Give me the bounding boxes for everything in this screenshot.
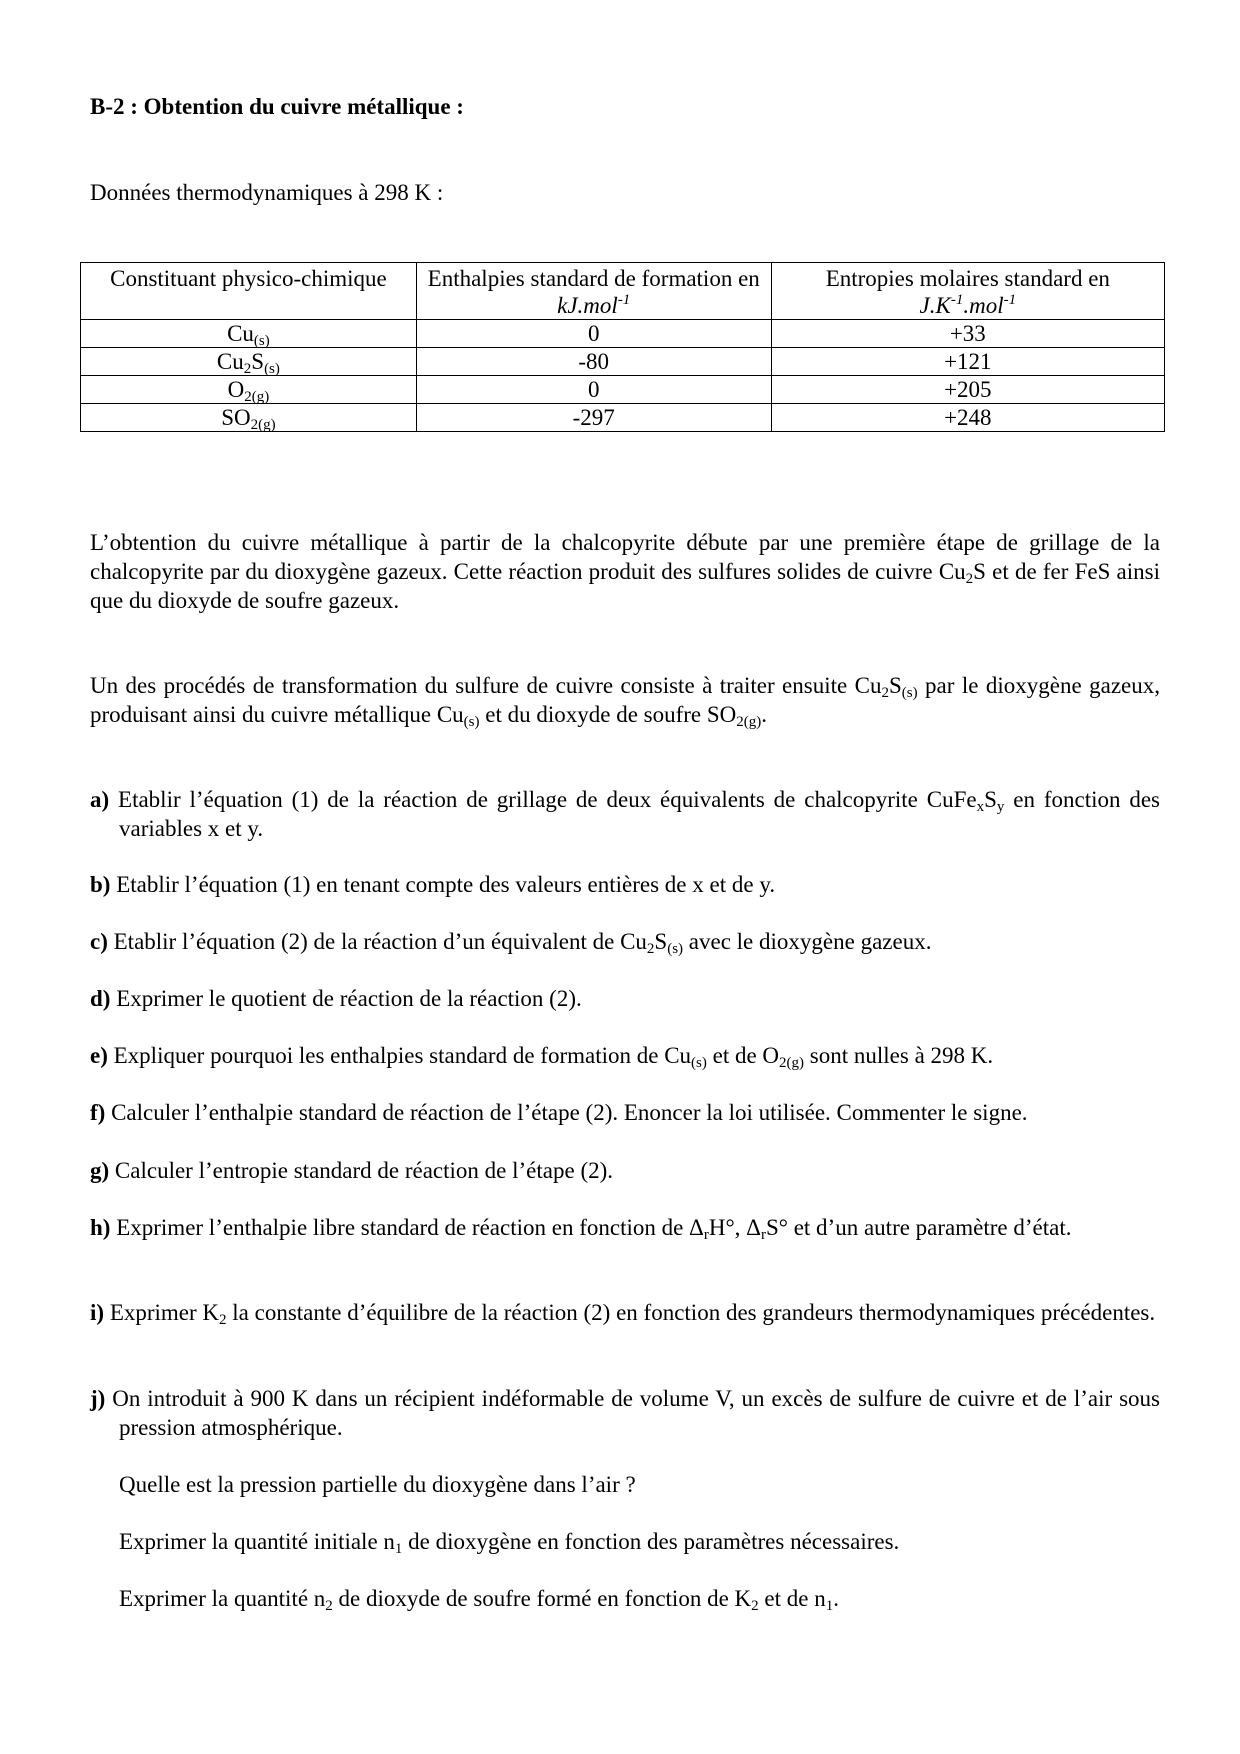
header-entropy: Entropies molaires standard en $J.K^{-1}.mol^{-1}$ bbox=[771, 263, 1164, 320]
cell-entropy: +248 bbox=[771, 404, 1164, 432]
question-g: g) Calculer l’entropie standard de réaction de l’étape (2). bbox=[90, 1158, 614, 1183]
data-intro: Données thermodynamiques à 298 K : bbox=[90, 180, 444, 205]
cell-formula: $Cu_2S_{(s)}$ bbox=[81, 348, 417, 376]
table-row bbox=[81, 404, 1165, 432]
table-row bbox=[81, 348, 1165, 376]
header-enthalpy: Enthalpies standard de formation en kJ.mol$^{-1}$ bbox=[416, 263, 771, 320]
table-header-row bbox=[81, 263, 1165, 320]
question-h: h) Exprimer l’enthalpie libre standard de réaction en fonction de $\Delta_rH^\circ$, $\Delta_rS^\circ$ et d’un autre paramètre d’état. bbox=[90, 1215, 1072, 1243]
cell-formula: $O_{2(g)}$ bbox=[81, 376, 417, 404]
question-a: a) Etablir l’équation (1) de la réaction de grillage de deux équivalents de chalcopyrite $CuFe_xS_y$ en fonction des variables x et y. bbox=[90, 787, 1161, 841]
table-row bbox=[81, 376, 1165, 404]
question-d: d) Exprimer le quotient de réaction de la réaction (2). bbox=[90, 986, 582, 1011]
question-j-part3: Exprimer la quantité $n_2$ de dioxyde de soufre formé en fonction de $K_2$ et de $n_1$. bbox=[119, 1586, 839, 1614]
cell-entropy: +121 bbox=[771, 348, 1164, 376]
paragraph-transformation: Un des procédés de transformation du sulfure de cuivre consiste à traiter ensuite $Cu_2S_{(s)}$ par le dioxygène gazeux, produisant ainsi du cuivre métallique $Cu_{(s)}$ et du dioxyde de soufre $SO_{2(g)}$. bbox=[90, 673, 1160, 730]
table-row bbox=[81, 320, 1165, 348]
question-f: f) Calculer l’enthalpie standard de réaction de l’étape (2). Enoncer la loi utilisée. Commenter le signe. bbox=[90, 1100, 1028, 1125]
header-constituent: Constituant physico-chimique bbox=[81, 263, 417, 320]
question-j-part2: Exprimer la quantité initiale $n_1$ de dioxygène en fonction des paramètres nécessaires. bbox=[119, 1529, 900, 1557]
cell-enthalpy: 0 bbox=[416, 320, 771, 348]
cell-formula: $SO_{2(g)}$ bbox=[81, 404, 417, 432]
cell-enthalpy: 0 bbox=[416, 376, 771, 404]
question-b: b) Etablir l’équation (1) en tenant compte des valeurs entières de x et de y. bbox=[90, 872, 776, 897]
cell-enthalpy: -80 bbox=[416, 348, 771, 376]
cell-entropy: +33 bbox=[771, 320, 1164, 348]
question-j-part1: Quelle est la pression partielle du dioxygène dans l’air ? bbox=[119, 1472, 636, 1497]
thermo-data-table bbox=[80, 262, 1165, 432]
question-e: e) Expliquer pourquoi les enthalpies standard de formation de $Cu_{(s)}$ et de $O_{2(g)}$ sont nulles à 298 K. bbox=[90, 1043, 994, 1071]
cell-enthalpy: -297 bbox=[416, 404, 771, 432]
cell-entropy: +205 bbox=[771, 376, 1164, 404]
section-heading: B-2 : Obtention du cuivre métallique : bbox=[90, 94, 464, 119]
question-c: c) Etablir l’équation (2) de la réaction d’un équivalent de $Cu_2S_{(s)}$ avec le dioxygène gazeux. bbox=[90, 929, 932, 957]
cell-formula: $Cu_{(s)}$ bbox=[81, 320, 417, 348]
question-j: j) On introduit à 900 K dans un récipient indéformable de volume V, un excès de sulfure de cuivre et de l’air sous pression atmosphérique. bbox=[90, 1386, 1160, 1440]
question-i: i) Exprimer $K_2$ la constante d’équilibre de la réaction (2) en fonction des grandeurs thermodynamiques précédentes. bbox=[90, 1300, 1156, 1328]
paragraph-grillage: L’obtention du cuivre métallique à partir de la chalcopyrite débute par une première étape de grillage de la chalcopyrite par du dioxygène gazeux. Cette réaction produit des sulfures solides de cuivre $Cu_2S$ et de fer FeS ainsi que du dioxyde de soufre gazeux. bbox=[90, 530, 1161, 613]
